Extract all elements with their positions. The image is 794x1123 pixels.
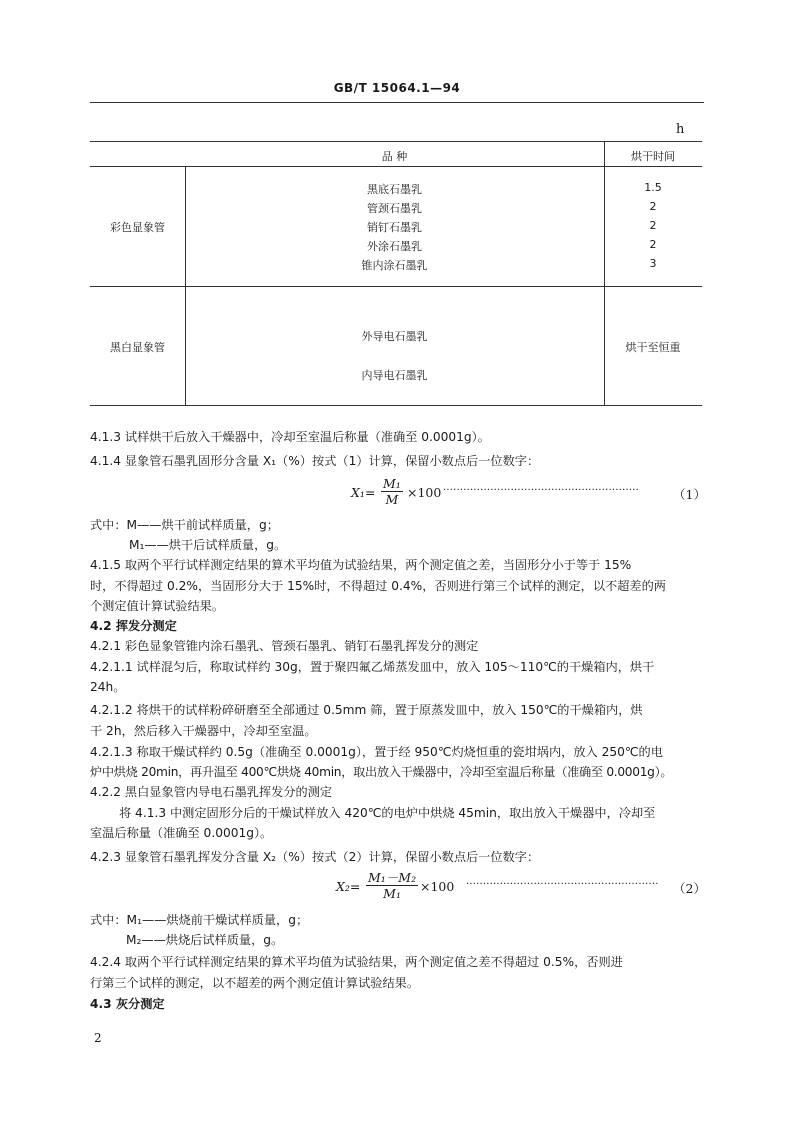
table-row-item: 内导电石墨乳: [361, 369, 428, 382]
clause-4-2-4-l2: 行第三个试样的测定，以不超差的两个测定值计算试验结果。: [90, 976, 420, 990]
table-row-item: 外涂石墨乳: [367, 240, 422, 253]
clause-4-1-4: 4.1.4 显象管石墨乳固形分含量 X₁（%）按式（1）计算，保留小数点后一位数字：: [90, 454, 540, 468]
clause-4-2-1-1-l2: 24h。: [90, 680, 126, 694]
table-row-time: 2: [649, 200, 657, 213]
table-row-item: 黑底石墨乳: [367, 183, 422, 196]
clause-4-2-4-l1: 4.2.4 取两个平行试样测定结果的算术平均值为试验结果，两个测定值之差不得超过 0.5%，否则进: [90, 955, 623, 969]
table-row-item: 管颈石墨乳: [367, 202, 422, 215]
standard-code-header: GB/T 15064.1—94: [333, 81, 461, 95]
clause-4-2-1-2-l1: 4.2.1.2 将烘干的试样粉碎研磨至全部通过 0.5mm 筛，置于原蒸发皿中，放入 150℃的干燥箱内，烘: [90, 703, 643, 717]
where-2-b: M₂——烘烧后试样质量，g。: [126, 933, 284, 947]
clause-4-1-5-l1: 4.1.5 取两个平行试样测定结果的算术平均值为试验结果，两个测定值之差，当固形分小于等于 15%: [90, 558, 632, 572]
section-4-3-title: 4.3 灰分测定: [90, 997, 165, 1011]
clause-4-2-2-body-l1: 将 4.1.3 中测定固形分后的干燥试样放入 420℃的电炉中烘烧 45min，取出放入干燥器中，冷却至: [119, 806, 656, 820]
where-1-b: M₁——烘干后试样质量，g。: [129, 538, 287, 552]
table-row-time: 2: [649, 238, 657, 251]
table-row-item: 销钉石墨乳: [367, 221, 422, 234]
formula-2: X₂= $\frac{\text{M₁－M₂}}{\text{M₁}}$ ×100 ························································· （2）: [336, 870, 706, 901]
category-color-tube: 彩色显象管: [110, 221, 165, 234]
table-row-time: 烘干至恒重: [625, 341, 681, 354]
table-row-time: 3: [649, 257, 657, 270]
table-unit: h: [676, 122, 685, 137]
formula-1: X₁= $\frac{\text{M₁}}{M}$ ×100 ·························································· （1）: [351, 476, 706, 507]
clause-4-2-1-2-l2: 干 2h，然后移入干燥器中，冷却至室温。: [90, 724, 317, 738]
clause-4-2-1-3-l2: 炉中烘烧 20min，再升温至 400℃烘烧 40min，取出放入干燥器中，冷却至室温后称量（准确至 0.0001g）。: [90, 765, 673, 779]
clause-4-2-1: 4.2.1 彩色显象管锥内涂石墨乳、管颈石墨乳、销钉石墨乳挥发分的测定: [90, 639, 479, 653]
col-header-time: 烘干时间: [631, 150, 675, 163]
table-row-time: 1.5: [644, 181, 662, 194]
where-2-a: 式中：M₁——烘烧前干燥试样质量，g；: [90, 913, 309, 927]
table-row-item: 外导电石墨乳: [361, 330, 428, 343]
page-number: 2: [94, 1031, 102, 1045]
drying-time-table: [90, 141, 702, 406]
category-bw-tube: 黑白显象管: [110, 341, 165, 354]
clause-4-2-1-1-l1: 4.2.1.1 试样混匀后，称取试样约 30g，置于聚四氟乙烯蒸发皿中，放入 105～110℃的干燥箱内，烘干: [90, 660, 655, 674]
section-4-2-title: 4.2 挥发分测定: [90, 619, 177, 633]
table-row-item: 锥内涂石墨乳: [361, 259, 428, 272]
clause-4-1-5-l3: 个测定值计算试验结果。: [90, 599, 225, 613]
header-rule: [90, 102, 704, 103]
clause-4-2-2: 4.2.2 黑白显象管内导电石墨乳挥发分的测定: [90, 785, 333, 799]
clause-4-2-2-body-l2: 室温后称量（准确至 0.0001g）。: [90, 826, 273, 840]
where-1-a: 式中：M——烘干前试样质量，g；: [90, 518, 279, 532]
table-row-time: 2: [649, 219, 657, 232]
clause-4-1-5-l2: 时，不得超过 0.2%，当固形分大于 15%时，不得超过 0.4%，否则进行第三个试样的测定，以不超差的两: [90, 579, 666, 593]
col-header-variety: 品 种: [381, 150, 408, 163]
clause-4-2-1-3-l1: 4.2.1.3 称取干燥试样约 0.5g（准确至 0.0001g），置于经 950℃灼烧恒重的瓷坩埚内，放入 250℃的电: [90, 745, 663, 759]
clause-4-1-3: 4.1.3 试样烘干后放入干燥器中，冷却至室温后称量（准确至 0.0001g）。: [90, 430, 490, 444]
clause-4-2-3: 4.2.3 显象管石墨乳挥发分含量 X₂（%）按式（2）计算，保留小数点后一位数字：: [90, 850, 540, 864]
